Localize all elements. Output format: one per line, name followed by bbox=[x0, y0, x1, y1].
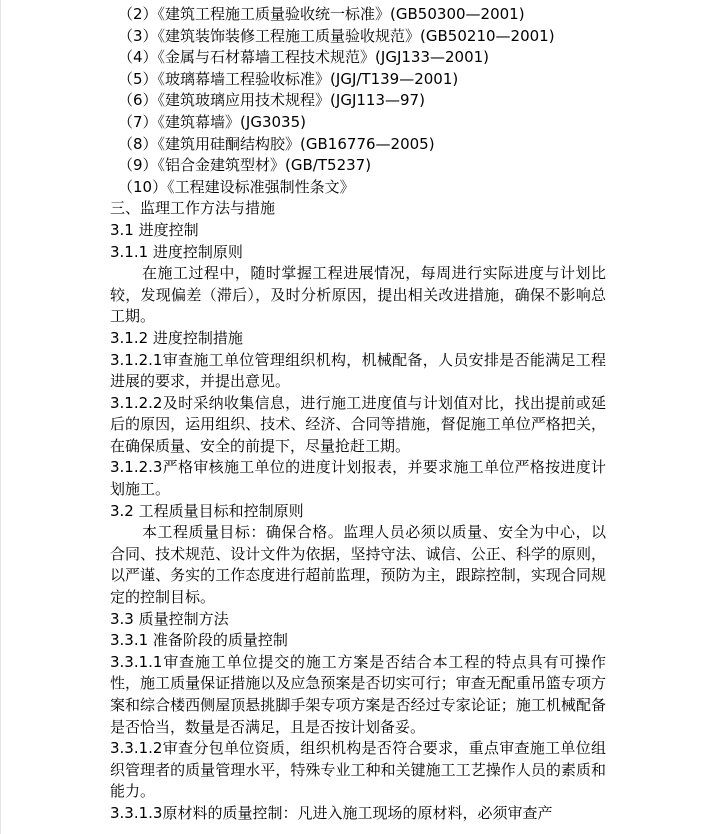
heading-3-1: 3.1 进度控制 bbox=[110, 220, 199, 239]
standard-item-6: （6）《建筑玻璃应用技术规程》(JGJ113—97) bbox=[118, 91, 425, 110]
paragraph-3-1-2-1: 3.1.2.1审查施工单位管理组织机构，机械配备，人员安排是否能满足工程进展的要求，并提出意见。 bbox=[110, 350, 606, 391]
paragraph-3-3-1-1: 3.3.1.1审查施工单位提交的施工方案是否结合本工程的特点具有可操作性，施工质量保证措施以及应急预案是否切实可行；审查无配重吊篮专项方案和综合楼西侧屋顶悬挑脚手架专项方案是否经过专家论证；施工机械配备是否恰当，数量是否满足，且是否按计划备妥。 bbox=[110, 652, 606, 736]
paragraph-3-3-1-2: 3.3.1.2审查分包单位资质，组织机构是否符合要求，重点审查施工单位组织管理者的质量管理水平，特殊专业工种和关键施工工艺操作人员的素质和能力。 bbox=[110, 739, 606, 801]
heading-3-1-2: 3.1.2 进度控制措施 bbox=[110, 328, 243, 347]
section-heading-3: 三、监理工作方法与措施 bbox=[110, 199, 276, 218]
heading-3-1-1: 3.1.1 进度控制原则 bbox=[110, 242, 243, 261]
standard-item-2: （2）《建筑工程施工质量验收统一标准》(GB50300—2001) bbox=[118, 5, 525, 23]
paragraph-3-2: 本工程质量目标：确保合格。监理人员必须以质量、安全为中心，以合同、技术规范、设计文件为依据，坚持守法、诚信、公正、科学的原则，以严谨、务实的工作态度进行超前监理，预防为主，跟踪控制，实现合同规定的控制目标。 bbox=[110, 523, 606, 607]
paragraph-3-3-1-3: 3.3.1.3原材料的质量控制：凡进入施工现场的原材料，必须审查产 bbox=[110, 803, 553, 822]
heading-3-3: 3.3 质量控制方法 bbox=[110, 609, 229, 628]
standard-item-9: （9）《铝合金建筑型材》(GB/T5237) bbox=[118, 156, 372, 175]
heading-3-3-1: 3.3.1 准备阶段的质量控制 bbox=[110, 631, 288, 650]
standard-item-7: （7）《建筑幕墙》(JG3035) bbox=[118, 112, 306, 131]
page-edge bbox=[0, 0, 1, 834]
standard-item-4: （4）《金属与石材幕墙工程技术规范》(JGJ133—2001) bbox=[118, 48, 490, 67]
heading-3-2: 3.2 工程质量目标和控制原则 bbox=[110, 501, 304, 520]
paragraph-3-1-2-2: 3.1.2.2及时采纳收集信息，进行施工进度值与计划值对比，找出提前或延后的原因，运用组织、技术、经济、合同等措施，督促施工单位严格把关，在确保质量、安全的前提下，尽量抢赶工期。 bbox=[110, 393, 606, 455]
standard-item-10: （10）《工程建设标准强制性条文》 bbox=[118, 177, 355, 196]
standard-item-8: （8）《建筑用硅酮结构胶》(GB16776—2005) bbox=[118, 134, 435, 153]
document-body bbox=[110, 4, 606, 825]
standard-item-5: （5）《玻璃幕墙工程验收标准》(JGJ/T139—2001) bbox=[118, 69, 459, 88]
standard-item-3: （3）《建筑装饰装修工程施工质量验收规范》(GB50210—2001) bbox=[118, 26, 555, 45]
paragraph-3-1-1: 在施工过程中，随时掌握工程进展情况，每周进行实际进度与计划比较，发现偏差（滞后），及时分析原因，提出相关改进措施，确保不影响总工期。 bbox=[110, 264, 606, 326]
paragraph-3-1-2-3: 3.1.2.3严格审核施工单位的进度计划报表，并要求施工单位严格按进度计划施工。 bbox=[110, 458, 606, 499]
